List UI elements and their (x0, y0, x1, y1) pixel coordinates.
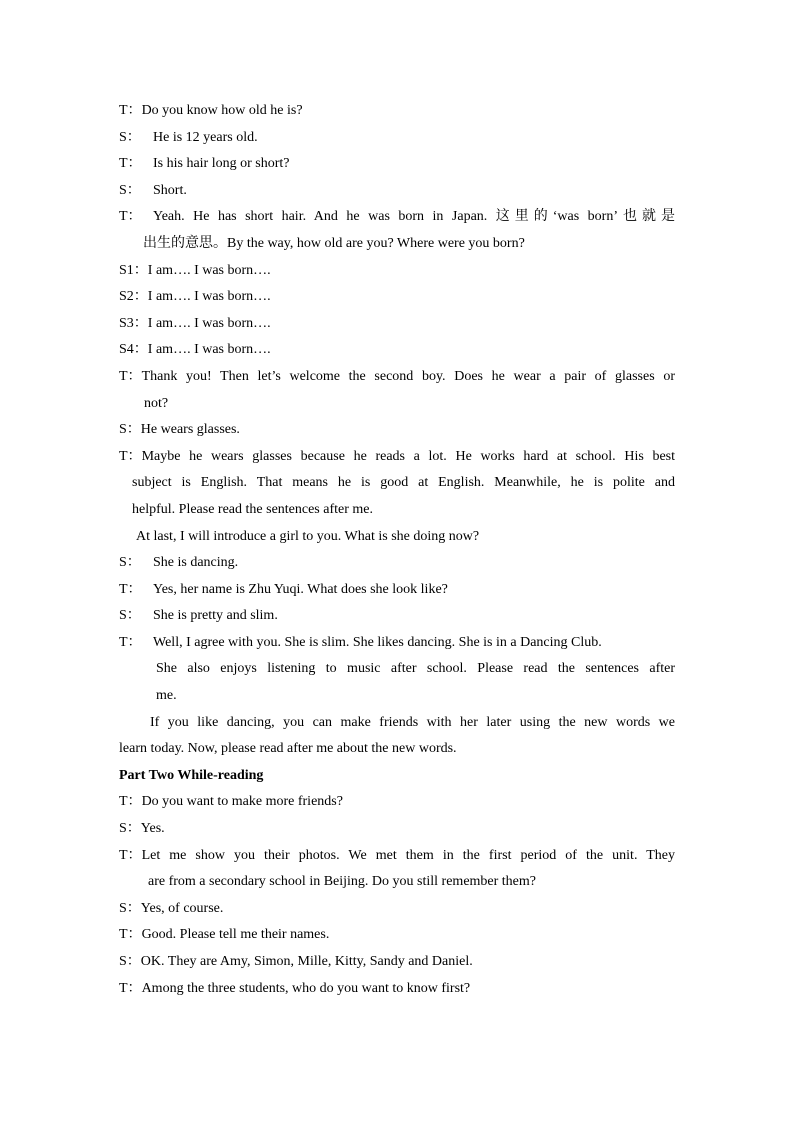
dialogue-line (119, 417, 675, 444)
speaker-label: S： (119, 900, 141, 916)
dialogue-text: He is 12 years old. (153, 129, 258, 145)
speaker-label: S： (119, 821, 141, 837)
speaker-label: T： (119, 980, 142, 996)
speaker-label: S4： (119, 342, 148, 358)
dialogue-text: I am…. I was born…. (147, 289, 271, 305)
dialogue-continuation: me. (156, 688, 177, 704)
dialogue-continuation: At last, I will introduce a girl to you. What is she doing now? (136, 528, 480, 544)
speaker-label: T： (119, 634, 142, 650)
speaker-label: T： (119, 581, 142, 597)
speaker-label: S1： (119, 262, 148, 278)
dialogue-line (119, 603, 675, 630)
speaker-label: T： (119, 156, 142, 172)
speaker-label: T： (119, 209, 142, 225)
dialogue-line (119, 949, 675, 976)
speaker-label: S： (119, 608, 141, 624)
dialogue-text: He wears glasses. (140, 422, 240, 438)
dialogue-line (119, 843, 675, 870)
dialogue-line (119, 816, 675, 843)
dialogue-text: Good. Please tell me their names. (141, 927, 330, 943)
dialogue-text: I am…. I was born…. (147, 315, 271, 331)
section-heading: Part Two While-reading (119, 767, 264, 783)
dialogue-text: Is his hair long or short? (153, 156, 290, 172)
dialogue-text: Among the three students, who do you want to know first? (141, 980, 471, 996)
dialogue-line (119, 550, 675, 577)
dialogue-text: Maybe he wears glasses because he reads a lot. He works hard at school. His best (141, 448, 675, 464)
speaker-label: S3： (119, 315, 148, 331)
dialogue-line (119, 125, 675, 152)
speaker-label: S： (119, 422, 141, 438)
dialogue-continuation: subject is English. That means he is good at English. Meanwhile, he is polite and (132, 475, 675, 491)
speaker-label: T： (119, 927, 142, 943)
dialogue-line (119, 204, 675, 231)
dialogue-text: Do you know how old he is? (141, 103, 303, 118)
dialogue-line (119, 976, 675, 1003)
dialogue-line (119, 337, 675, 364)
dialogue-text: I am…. I was born…. (147, 342, 271, 358)
dialogue-text: Well, I agree with you. She is slim. She likes dancing. She is in a Dancing Club. (153, 634, 602, 650)
dialogue-line (119, 311, 675, 338)
dialogue-line (119, 364, 675, 391)
dialogue-text: Short. (153, 182, 187, 198)
speaker-label: S： (119, 182, 141, 198)
speaker-label: T： (119, 847, 142, 863)
dialogue-text: OK. They are Amy, Simon, Mille, Kitty, Sandy and Daniel. (140, 954, 473, 969)
dialogue-text: Yes, of course. (140, 900, 224, 916)
dialogue-continuation: are from a secondary school in Beijing. Do you still remember them? (148, 874, 537, 890)
dialogue-line (119, 630, 675, 657)
dialogue-line (119, 151, 675, 178)
dialogue-continuation: not? (144, 395, 169, 411)
dialogue-text: She is dancing. (153, 555, 239, 571)
dialogue-line (119, 789, 675, 816)
dialogue-line (119, 444, 675, 471)
dialogue-text: Thank you! Then let’s welcome the second boy. Does he wear a pair of glasses or (141, 368, 675, 384)
dialogue-line (119, 178, 675, 205)
dialogue-line (119, 98, 675, 125)
paragraph-line: If you like dancing, you can make friends with her later using the new words we (150, 714, 675, 730)
dialogue-text: Let me show you their photos. We met them in the first period of the unit. They (141, 847, 675, 863)
dialogue-text: I am…. I was born…. (147, 262, 271, 278)
dialogue-text: Do you want to make more friends? (141, 794, 343, 810)
dialogue-line (119, 577, 675, 604)
paragraph-line: learn today. Now, please read after me about the new words. (119, 741, 457, 757)
dialogue-continuation: helpful. Please read the sentences after me. (132, 501, 374, 517)
speaker-label: S2： (119, 289, 148, 305)
speaker-label: T： (119, 103, 142, 118)
lesson-transcript (119, 98, 675, 1002)
speaker-label: S： (119, 129, 141, 145)
dialogue-text: Yeah. He has short hair. And he was born in Japan. 这里的‘was born’也就是 (153, 209, 675, 225)
dialogue-line (119, 284, 675, 311)
dialogue-line (119, 896, 675, 923)
dialogue-text: She is pretty and slim. (153, 608, 278, 624)
speaker-label: S： (119, 954, 141, 969)
speaker-label: T： (119, 448, 142, 464)
dialogue-line (119, 922, 675, 949)
speaker-label: S： (119, 555, 141, 571)
speaker-label: T： (119, 794, 142, 810)
dialogue-continuation: She also enjoys listening to music after school. Please read the sentences after (156, 661, 675, 677)
speaker-label: T： (119, 368, 142, 384)
dialogue-line (119, 258, 675, 285)
dialogue-text: Yes, her name is Zhu Yuqi. What does she look like? (153, 581, 448, 597)
dialogue-continuation: 出生的意思。By the way, how old are you? Where were you born? (143, 235, 525, 251)
dialogue-text: Yes. (140, 821, 165, 837)
